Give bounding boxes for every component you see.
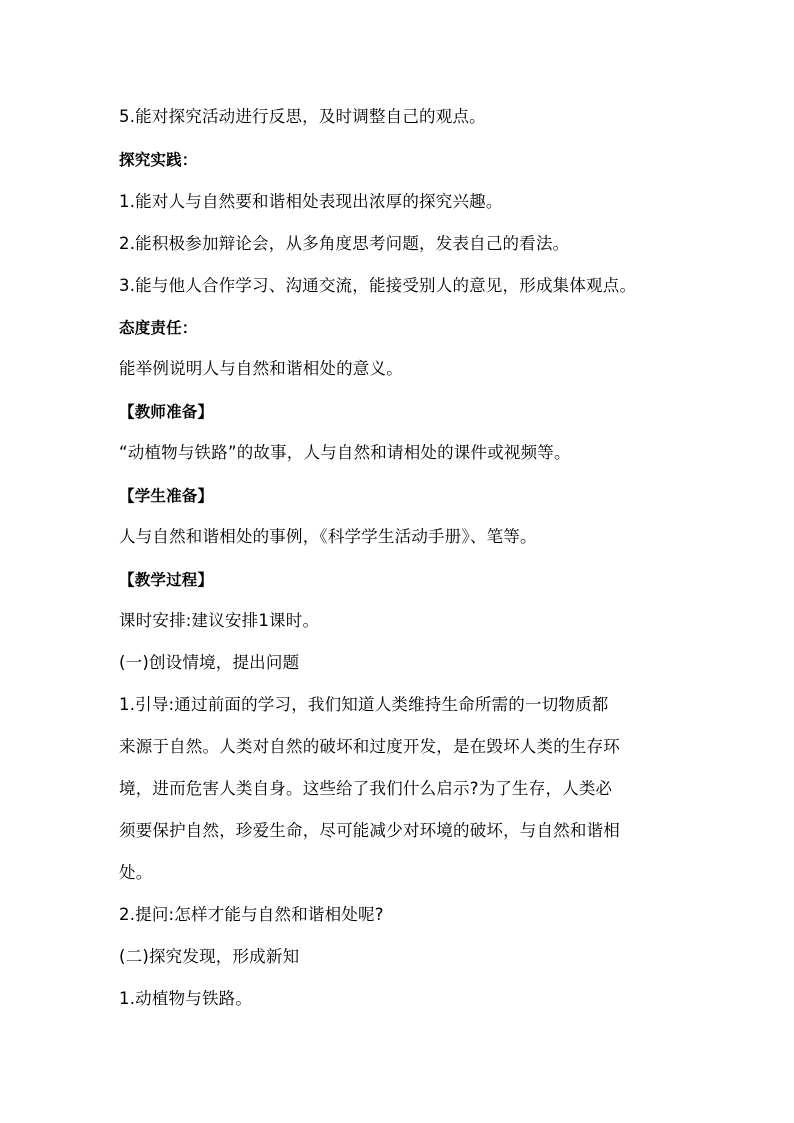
subsection-heading-1: (一)创设情境，提出问题 (119, 653, 300, 672)
section-heading-student-prep: 【学生准备】 (119, 487, 214, 505)
student-prep-text: 人与自然和谐相处的事例，《科学学生活动手册》、笔等。 (119, 527, 537, 546)
section-heading-teaching-process: 【教学过程】 (119, 571, 214, 589)
guide-paragraph-line-3: 境，进而危害人类自身。这些给了我们什么启示?为了生存，人类必 (119, 779, 613, 798)
guide-paragraph-line-5: 处。 (119, 863, 153, 882)
teacher-prep-text: “动植物与铁路”的故事，人与自然和请相处的课件或视频等。 (119, 443, 571, 462)
practice-item-3: 3.能与他人合作学习、沟通交流，能接受别人的意见，形成集体观点。 (119, 276, 637, 295)
section-heading-inquiry-practice: 探究实践： (119, 151, 198, 169)
practice-item-2: 2.能积极参加辩论会，从多角度思考问题，发表自己的看法。 (119, 234, 570, 253)
guide-paragraph-line-2: 来源于自然。人类对自然的破坏和过度开发，是在毁坏人类的生存环 (119, 737, 620, 756)
section-heading-attitude: 态度责任： (119, 319, 198, 337)
subsection-heading-2: (二)探究发现，形成新知 (119, 947, 300, 966)
guide-paragraph-line-1: 1.引导:通过前面的学习，我们知道人类维持生命所需的一切物质都 (119, 695, 609, 714)
question-text: 2.提问:怎样才能与自然和谐相处呢? (119, 905, 384, 924)
section-heading-teacher-prep: 【教师准备】 (119, 403, 214, 421)
item-animals-railway: 1.动植物与铁路。 (119, 989, 253, 1008)
practice-item-1: 1.能对人与自然要和谐相处表现出浓厚的探究兴趣。 (119, 192, 503, 211)
guide-paragraph-line-4: 须要保护自然，珍爱生命，尽可能减少对环境的破坏，与自然和谐相 (119, 821, 620, 840)
objective-5-line: 5.能对探究活动进行反思，及时调整自己的观点。 (119, 107, 486, 126)
attitude-text: 能举例说明人与自然和谐相处的意义。 (119, 359, 403, 378)
schedule-text: 课时安排:建议安排1课时。 (119, 611, 320, 630)
